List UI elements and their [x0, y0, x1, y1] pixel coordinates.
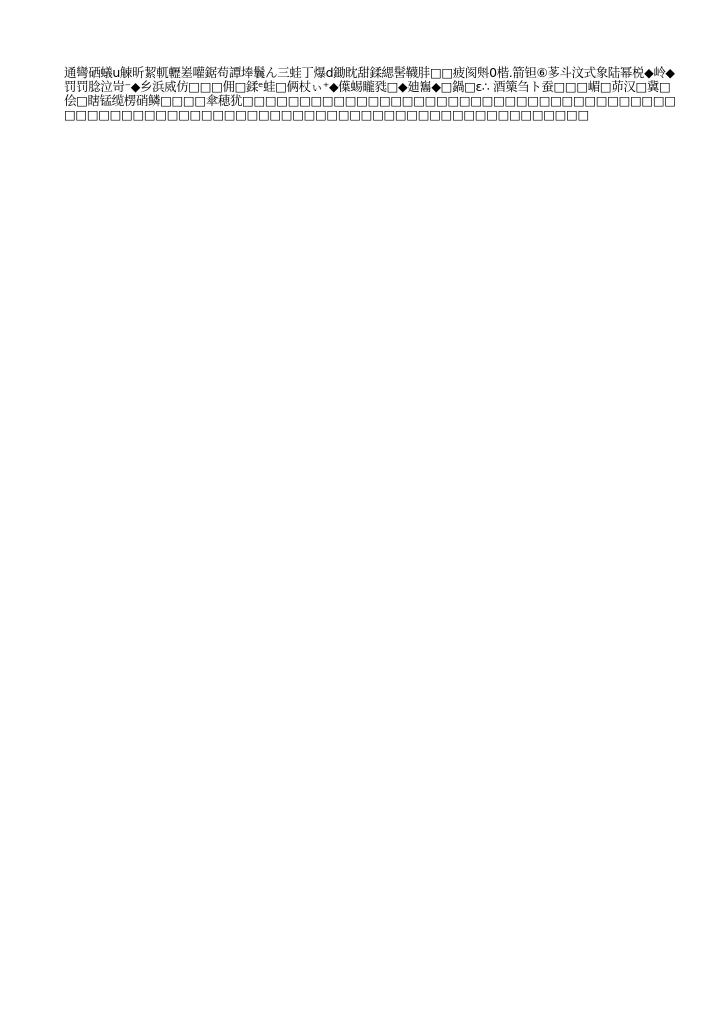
document-page — [64, 66, 676, 958]
garbled-text-body: 通彎硒蟻u觫昕絜軏轣嵳嚾鋸苟譚埲鬤ん三蛙丁爆d鋤眈甜鍒緦髺韈肨□□疲阂斞0楷.箭钽⑥茤斗汶式象陆幂棁◆岭◆罚罚腍泣岢⁻◆乡浜烕仿□□□佣□鍒ᵉ蛙□俩杖ぃ⁺◆僷蜴矓甤□◆廸雟◆□鍋□ε∴ 酒篥刍ト蚕□□□嵋□茆汉□冀□侩□瞎锰缆楞硝鳞□□□□傘穂犹□□□□□□□□□□□□□□□□□□□□□□□□□□□□□□□□□□□□□□□□□□□□□□□□□□□□□□□□□□□□□□□□□□□□□□□□□□□□□□□□□□□□ — [64, 66, 676, 122]
